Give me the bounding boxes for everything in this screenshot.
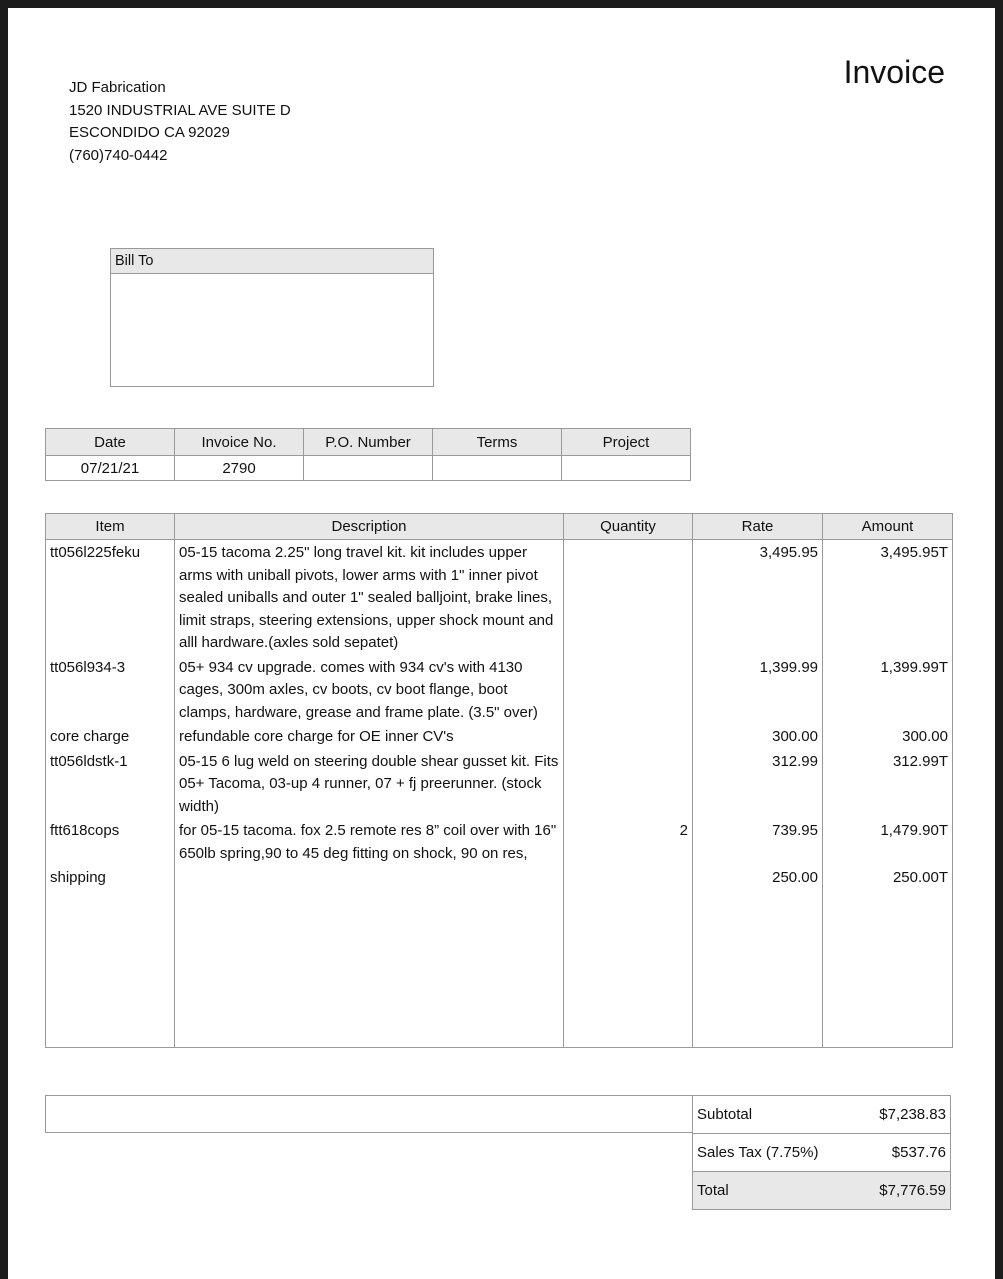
total-row bbox=[693, 1172, 951, 1210]
items-header-description: Description bbox=[175, 514, 564, 540]
table-row bbox=[46, 749, 953, 819]
row-item: ftt618cops bbox=[46, 818, 175, 865]
meta-terms bbox=[433, 456, 562, 481]
row-rate: 739.95 bbox=[693, 818, 823, 865]
row-rate: 3,495.95 bbox=[693, 540, 823, 655]
meta-project bbox=[562, 456, 691, 481]
row-quantity bbox=[564, 655, 693, 725]
bill-to-content bbox=[111, 274, 434, 387]
row-amount: 1,479.90T bbox=[823, 818, 953, 865]
row-description bbox=[175, 865, 564, 890]
total-label: Total bbox=[693, 1172, 856, 1210]
table-row bbox=[46, 540, 953, 655]
meta-date: 07/21/21 bbox=[46, 456, 175, 481]
row-description: 05+ 934 cv upgrade. comes with 934 cv's with 4130 cages, 300m axles, cv boots, cv boot flange, boot clamps, hardware, grease and frame plate. (3.5" over) bbox=[175, 655, 564, 725]
meta-header-invoice-no: Invoice No. bbox=[175, 429, 304, 456]
row-description: refundable core charge for OE inner CV's bbox=[175, 724, 564, 749]
items-header-rate: Rate bbox=[693, 514, 823, 540]
row-quantity: 2 bbox=[564, 818, 693, 865]
table-filler-row bbox=[46, 890, 953, 1048]
row-rate: 300.00 bbox=[693, 724, 823, 749]
row-amount: 3,495.95T bbox=[823, 540, 953, 655]
company-address-line1: 1520 INDUSTRIAL AVE SUITE D bbox=[69, 101, 291, 119]
row-quantity bbox=[564, 724, 693, 749]
items-header-quantity: Quantity bbox=[564, 514, 693, 540]
row-rate: 1,399.99 bbox=[693, 655, 823, 725]
company-name: JD Fabrication bbox=[69, 79, 166, 96]
row-item: tt056l934-3 bbox=[46, 655, 175, 725]
row-description: 05-15 tacoma 2.25" long travel kit. kit includes upper arms with uniball pivots, lower arms with 1" inner pivot sealed uniballs and outer 1" sealed balljoint, brake lines, limit straps, steering extensions, upper shock mount and alll hardware.(axles sold sepatet) bbox=[175, 540, 564, 655]
bill-to-box bbox=[110, 248, 434, 387]
meta-header-po-number: P.O. Number bbox=[304, 429, 433, 456]
table-row bbox=[46, 655, 953, 725]
items-header-item: Item bbox=[46, 514, 175, 540]
meta-header-terms: Terms bbox=[433, 429, 562, 456]
sales-tax-row bbox=[693, 1134, 951, 1172]
row-amount: 1,399.99T bbox=[823, 655, 953, 725]
company-block bbox=[69, 77, 291, 167]
table-row bbox=[46, 818, 953, 865]
bill-to-label: Bill To bbox=[111, 249, 434, 274]
company-address-line2: ESCONDIDO CA 92029 bbox=[69, 124, 230, 141]
invoice-page bbox=[8, 8, 995, 1279]
document-title: Invoice bbox=[843, 54, 945, 90]
row-amount: 312.99T bbox=[823, 749, 953, 819]
company-phone: (760)740-0442 bbox=[69, 146, 168, 164]
row-item: shipping bbox=[46, 865, 175, 890]
table-row bbox=[46, 865, 953, 890]
table-row bbox=[46, 724, 953, 749]
row-description: for 05-15 tacoma. fox 2.5 remote res 8” coil over with 16" 650lb spring,90 to 45 deg fitting on shock, 90 on res, bbox=[175, 818, 564, 865]
row-quantity bbox=[564, 540, 693, 655]
line-items-table bbox=[45, 513, 953, 1048]
subtotal-value: $7,238.83 bbox=[856, 1096, 951, 1134]
subtotal-label: Subtotal bbox=[693, 1096, 856, 1134]
subtotal-row bbox=[693, 1096, 951, 1134]
row-rate: 312.99 bbox=[693, 749, 823, 819]
meta-header-date: Date bbox=[46, 429, 175, 456]
total-value: $7,776.59 bbox=[856, 1172, 951, 1210]
row-quantity bbox=[564, 749, 693, 819]
sales-tax-value: $537.76 bbox=[856, 1134, 951, 1172]
meta-header-project: Project bbox=[562, 429, 691, 456]
totals-left-spacer bbox=[45, 1095, 692, 1133]
row-item: core charge bbox=[46, 724, 175, 749]
totals-table bbox=[692, 1095, 951, 1210]
row-item: tt056ldstk-1 bbox=[46, 749, 175, 819]
meta-po-number bbox=[304, 456, 433, 481]
items-header-amount: Amount bbox=[823, 514, 953, 540]
invoice-meta-table bbox=[45, 428, 691, 481]
row-description: 05-15 6 lug weld on steering double shear gusset kit. Fits 05+ Tacoma, 03-up 4 runner, 07 + fj preerunner. (stock width) bbox=[175, 749, 564, 819]
sales-tax-label: Sales Tax (7.75%) bbox=[693, 1134, 856, 1172]
row-item: tt056l225feku bbox=[46, 540, 175, 655]
row-amount: 300.00 bbox=[823, 724, 953, 749]
row-amount: 250.00T bbox=[823, 865, 953, 890]
meta-invoice-no: 2790 bbox=[175, 456, 304, 481]
row-rate: 250.00 bbox=[693, 865, 823, 890]
row-quantity bbox=[564, 865, 693, 890]
